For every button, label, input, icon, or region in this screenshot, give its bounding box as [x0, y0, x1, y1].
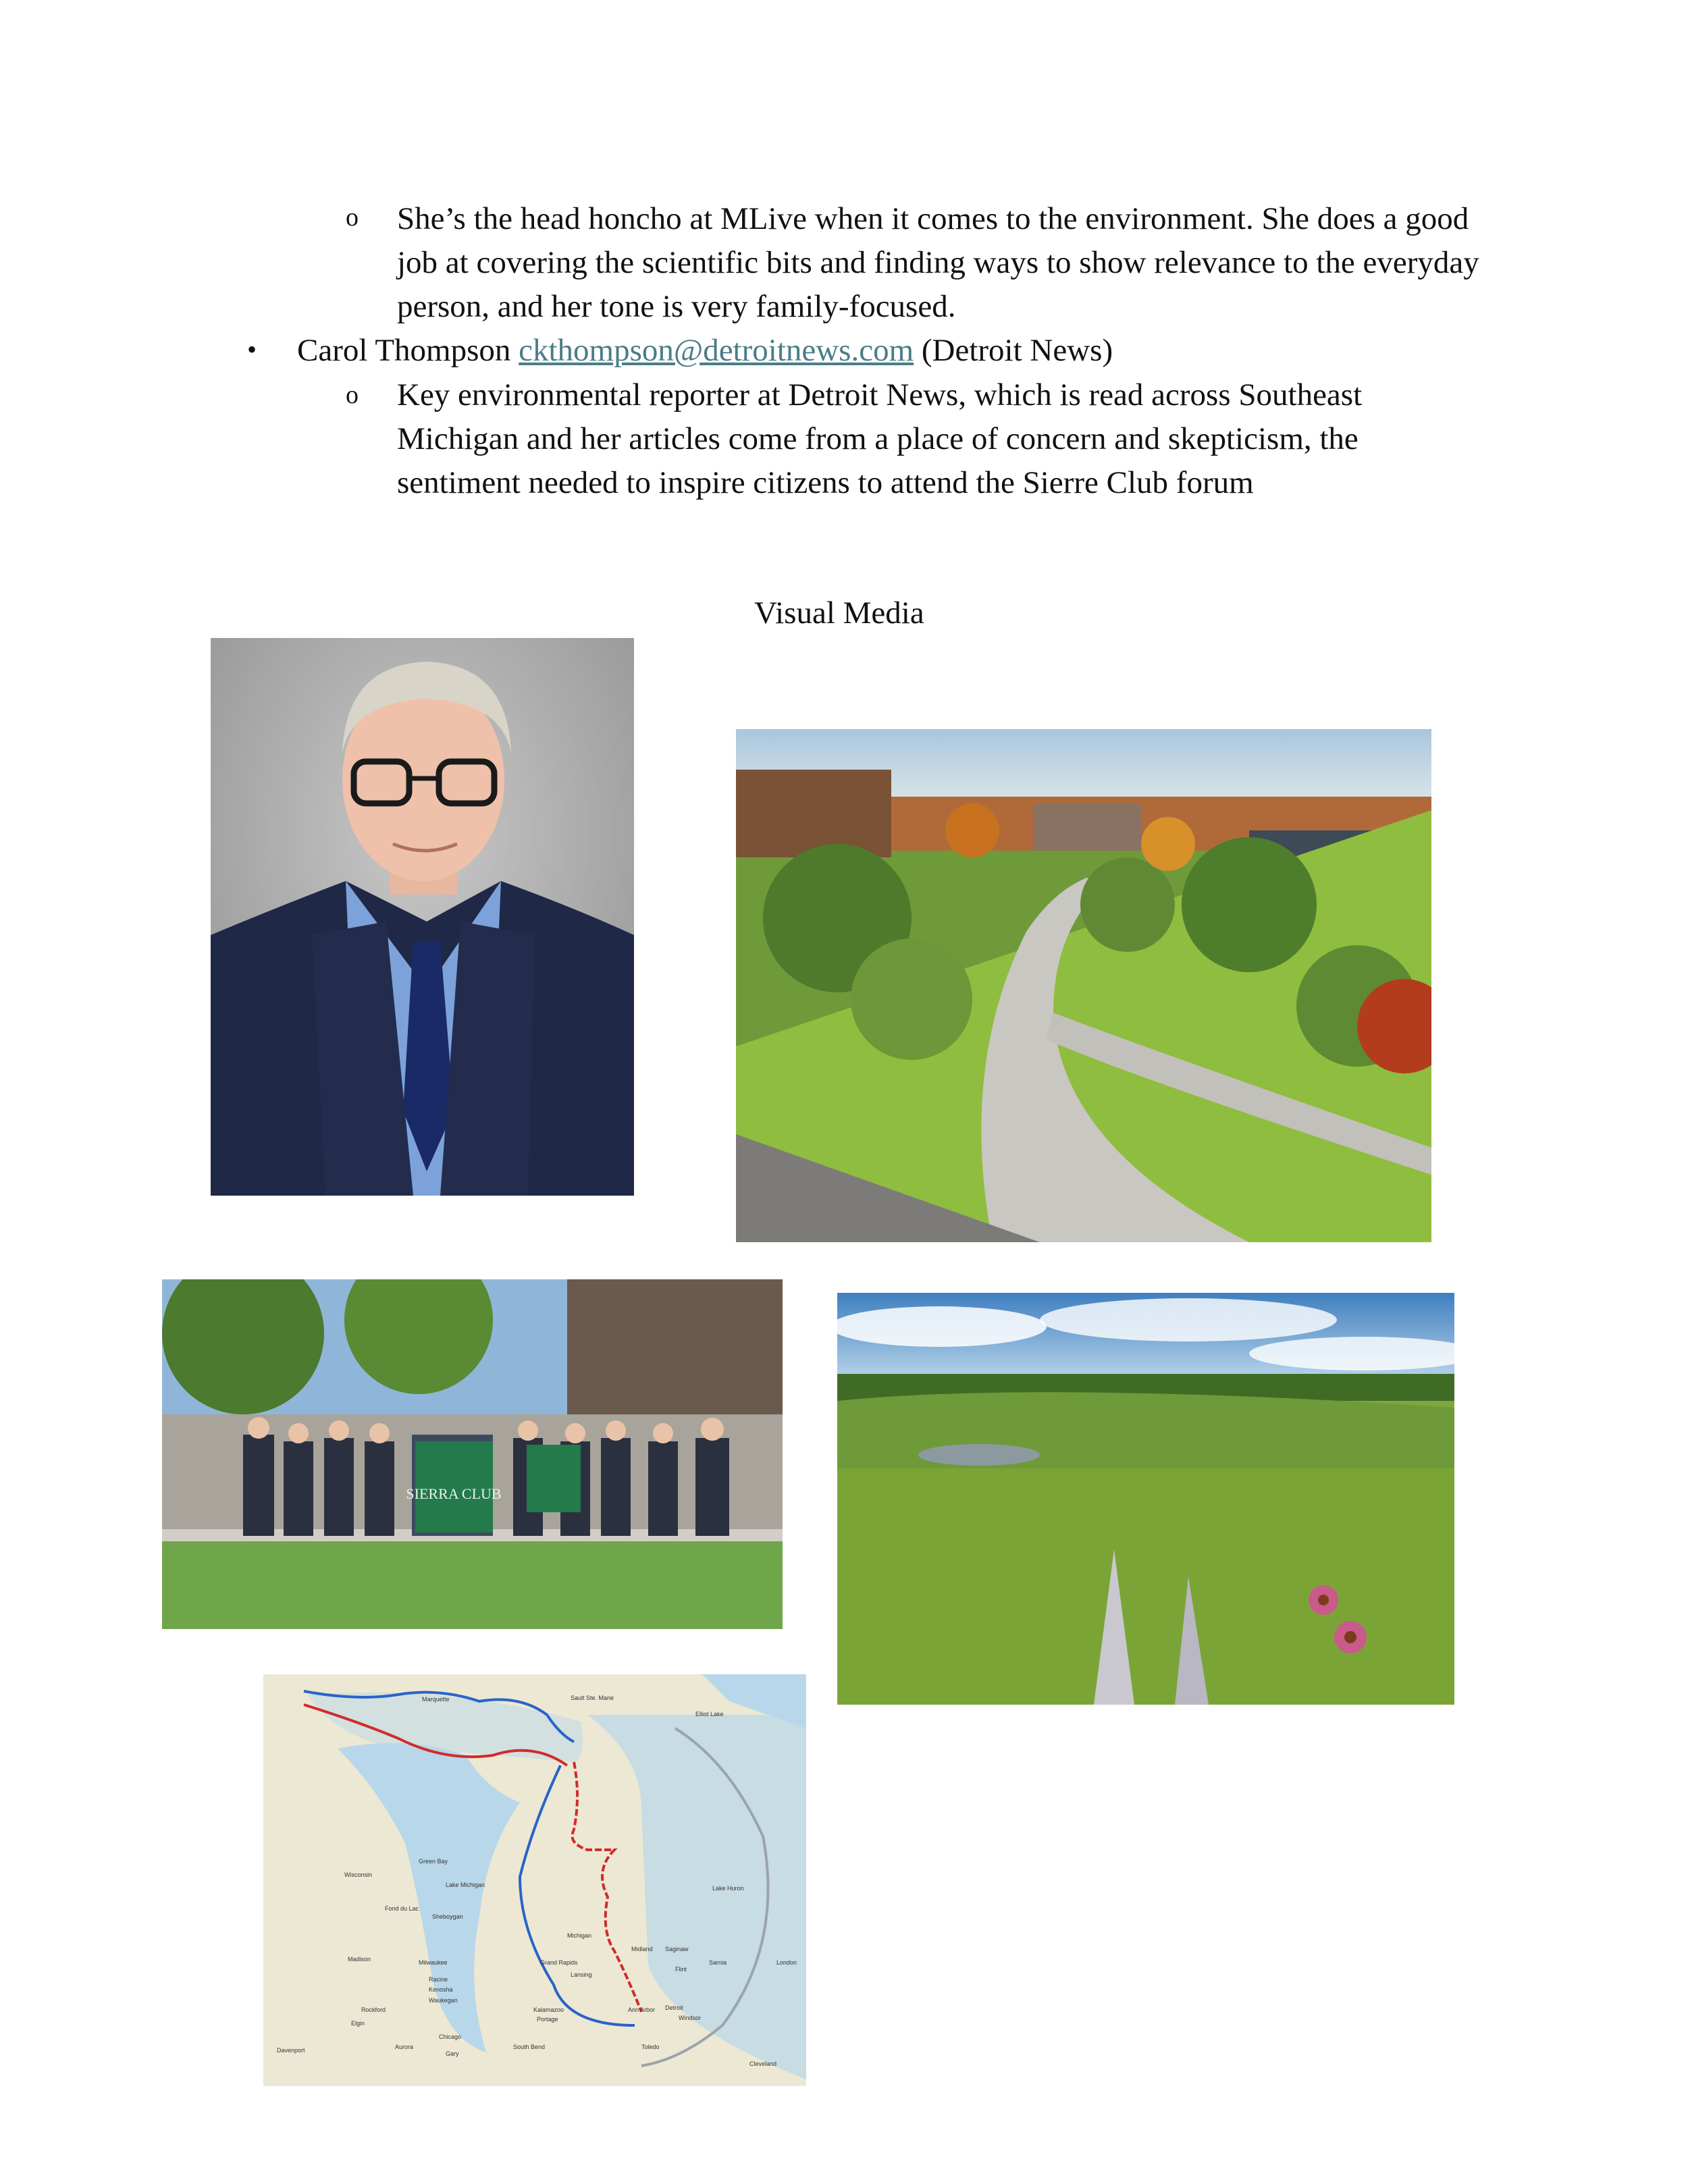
svg-text:Michigan: Michigan [567, 1932, 592, 1939]
svg-text:Davenport: Davenport [277, 2047, 305, 2054]
svg-text:Rockford: Rockford [361, 2006, 386, 2013]
svg-text:Grand Rapids: Grand Rapids [540, 1959, 578, 1966]
email-link[interactable]: ckthompson@detroitnews.com [519, 333, 914, 368]
svg-text:Cleveland: Cleveland [749, 2060, 777, 2067]
trail-map [263, 1674, 806, 2086]
section-heading: Visual Media [754, 595, 924, 631]
svg-text:Sault Ste. Marie: Sault Ste. Marie [571, 1695, 614, 1701]
svg-text:South Bend: South Bend [513, 2044, 546, 2050]
svg-text:Lake Michigan: Lake Michigan [446, 1882, 485, 1888]
svg-text:Elgin: Elgin [351, 2020, 365, 2027]
portrait-photo [211, 638, 634, 1196]
bullet-item-carol-thompson [297, 329, 1113, 373]
svg-text:Waukegan: Waukegan [429, 1997, 458, 2004]
svg-text:Madison: Madison [348, 1956, 371, 1963]
svg-text:Milwaukee: Milwaukee [419, 1959, 448, 1966]
svg-text:Marquette: Marquette [422, 1696, 450, 1703]
svg-text:Windsor: Windsor [679, 2015, 702, 2021]
svg-text:Sarnia: Sarnia [709, 1959, 727, 1966]
svg-text:Toledo: Toledo [641, 2044, 660, 2050]
sub-bullet-marker: o [346, 203, 359, 232]
svg-text:Fond du Lac: Fond du Lac [385, 1905, 419, 1912]
banner-text: SIERRA CLUB [406, 1485, 502, 1502]
sub-bullet-text-2: Key environmental reporter at Detroit News, which is read across Southeast Michigan and her articles come from a place of concern and skepticism, the sentiment needed to inspire citizens to attend the Sierre Club forum [397, 377, 1363, 500]
svg-text:Elliot Lake: Elliot Lake [695, 1711, 724, 1717]
svg-text:Saginaw: Saginaw [665, 1946, 689, 1952]
svg-text:London: London [776, 1959, 797, 1966]
svg-text:Racine: Racine [429, 1976, 448, 1983]
svg-text:Detroit: Detroit [665, 2004, 683, 2011]
svg-text:Portage: Portage [537, 2016, 558, 2023]
svg-text:Lansing: Lansing [571, 1971, 592, 1978]
svg-text:Ann Arbor: Ann Arbor [628, 2006, 656, 2013]
svg-text:Green Bay: Green Bay [419, 1858, 448, 1865]
contact-name: Carol Thompson [297, 333, 511, 368]
svg-text:Kalamazoo: Kalamazoo [533, 2006, 564, 2013]
greenway-rendering [736, 729, 1431, 1242]
svg-text:Flint: Flint [675, 1966, 687, 1973]
sub-bullet-text-1: She’s the head honcho at MLive when it comes to the environment. She does a good job at covering the scientific bits and finding ways to show relevance to the everyday person, and her tone is very family-focused. [397, 201, 1479, 324]
svg-text:Kenosha: Kenosha [429, 1986, 453, 1993]
svg-text:Sheboygan: Sheboygan [432, 1913, 463, 1920]
svg-text:Midland: Midland [631, 1946, 653, 1952]
svg-text:Aurora: Aurora [395, 2044, 414, 2050]
svg-text:Wisconsin: Wisconsin [344, 1871, 373, 1878]
svg-text:Lake Huron: Lake Huron [712, 1885, 744, 1892]
bullet-marker: • [247, 334, 257, 365]
outlet-name: (Detroit News) [921, 333, 1113, 368]
sub-bullet-marker: o [346, 381, 359, 409]
svg-text:Chicago: Chicago [439, 2033, 462, 2040]
svg-text:Gary: Gary [446, 2050, 459, 2057]
prairie-photo [837, 1293, 1454, 1705]
group-photo [162, 1279, 783, 1629]
